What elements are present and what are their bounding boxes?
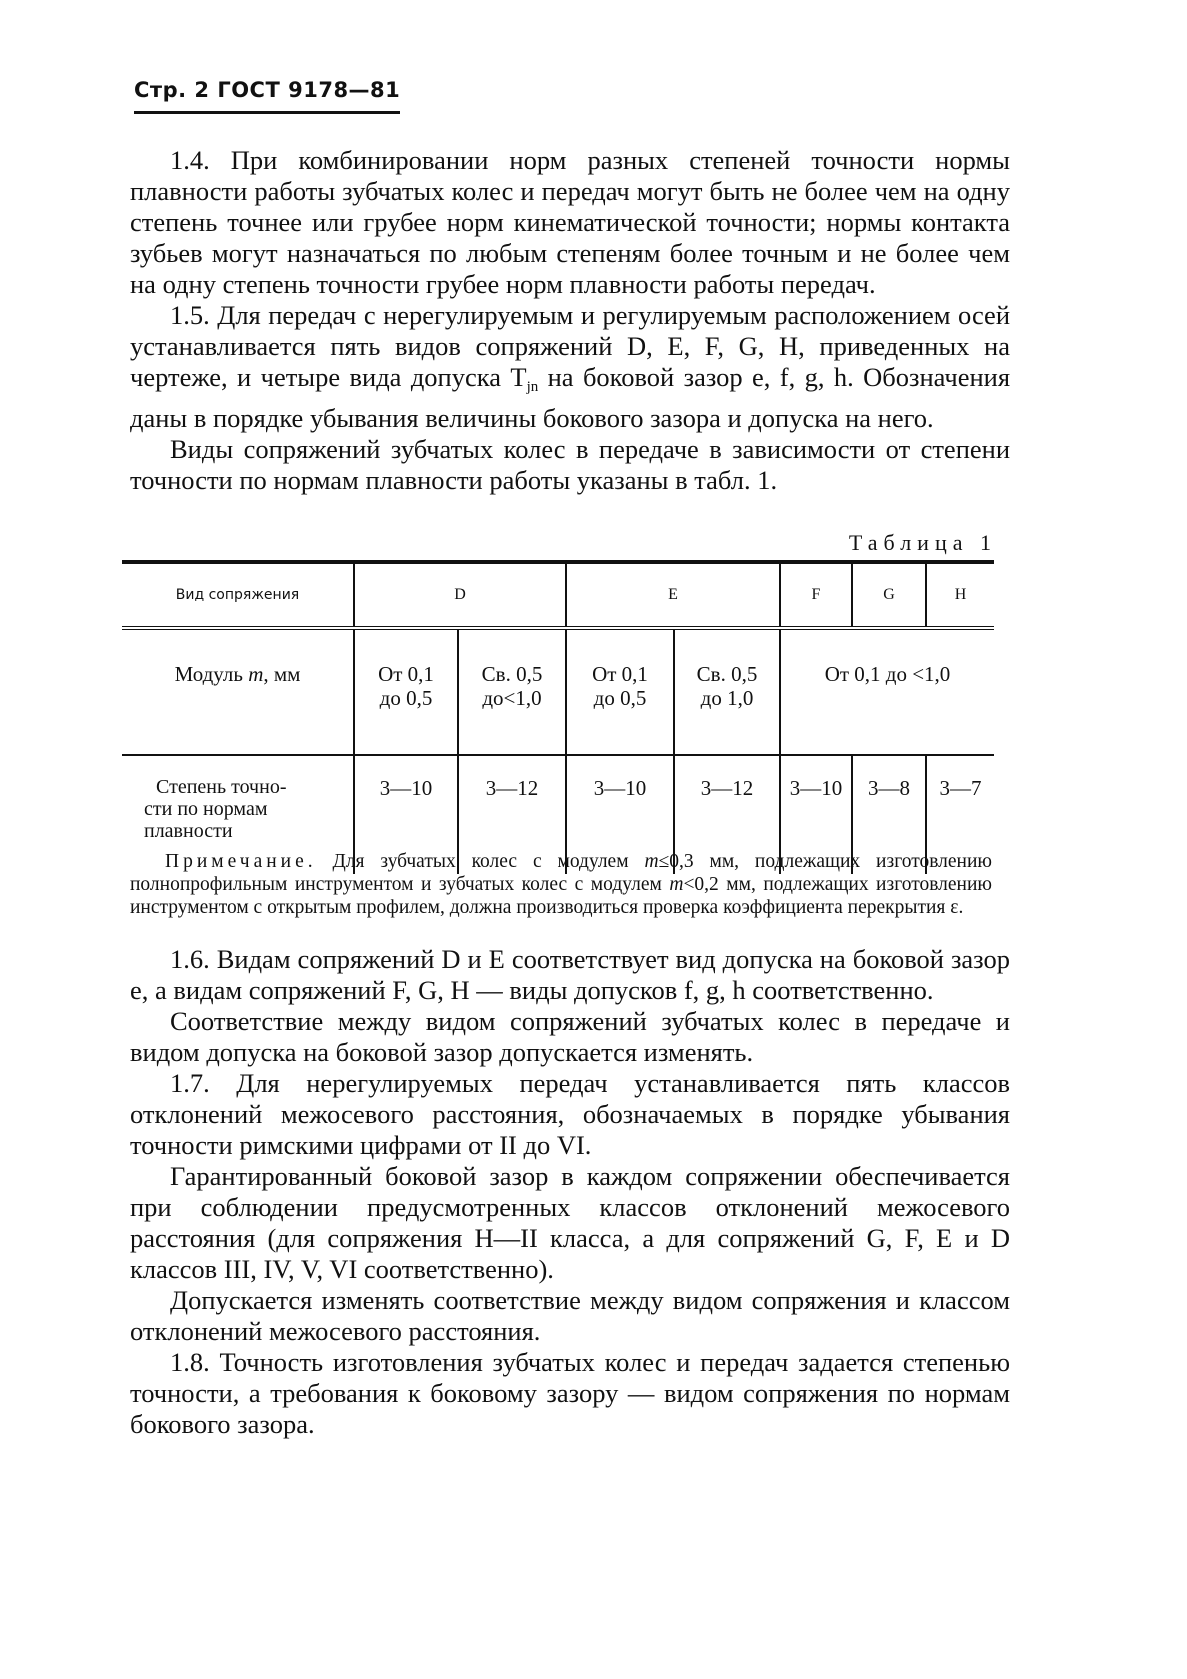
note-text: Для зубчатых колес с модулем [316,851,645,872]
cell-line: до 1,0 [700,686,754,710]
table-cell: 3—7 [926,755,994,874]
table-header-row [122,562,994,628]
note-text: <0,2 мм, подлежащих изготовлению инструментом с открытым профилем, должна производиться проверка коэффициента перекрытия ε. [130,874,992,918]
header-col-d: D [354,562,566,628]
table-cell [674,628,780,755]
note-text: ≤0,3 мм, подлежащих изготовлению полнопрофильным инструментом и зубчатых колес с модулем [130,851,992,895]
header-col-f: F [780,562,852,628]
paragraph-1-5 [130,300,1010,434]
standard-id: ГОСТ 9178—81 [217,78,401,102]
header-col-e: E [566,562,780,628]
text-block-bottom [130,944,1010,1440]
table-cell [354,628,458,755]
label-line: Степень точно- [156,776,287,798]
table-cell [458,628,566,755]
table-cell: 3—10 [566,755,674,874]
cell-line: Св. 0,5 [481,662,543,686]
table-caption: Таблица 1 [848,530,997,555]
table-cell [780,628,994,755]
cell-line: до 0,5 [379,686,433,710]
cell-line: до 0,5 [593,686,647,710]
table-cell: 3—10 [354,755,458,874]
table-cell: 3—8 [852,755,926,874]
table-row-module [122,628,994,755]
table-cell: 3—12 [458,755,566,874]
page-header [134,78,400,102]
label-line: плавности [144,820,233,842]
label-line: сти по нормам [144,798,268,820]
note-paragraph [130,850,992,919]
paragraph-correspondence: Соответствие между видом сопряжений зубчатых колес в передаче и видом допуска на боковой зазор допускается изменять. [130,1006,1010,1067]
module-symbol: m [644,851,659,872]
paragraph-1-6: 1.6. Видам сопряжений D и E соответствует вид допуска на боковой зазор e, а видам сопряжений F, G, H — виды допусков f, g, h соответственно. [130,944,1010,1005]
cell-line: От 0,1 до <1,0 [824,662,951,686]
paragraph-allowed: Допускается изменять соответствие между видом сопряжения и классом отклонений межосевого расстояния. [130,1285,1010,1346]
cell-line: до<1,0 [482,686,542,710]
header-rule [134,111,400,114]
paragraph-views: Виды сопряжений зубчатых колес в передаче в зависимости от степени точности по нормам плавности работы указаны в табл. 1. [130,434,1010,495]
module-symbol: m [669,874,684,895]
module-label-text: Модуль [174,662,249,686]
note-label: Примечание. [165,851,317,872]
table-note [130,850,992,919]
table-cell: 3—10 [780,755,852,874]
cell-line: От 0,1 [378,662,434,686]
page-number: Стр. 2 [134,78,210,102]
paragraph-guaranteed: Гарантированный боковой зазор в каждом сопряжении обеспечивается при соблюдении предусмотренных классов отклонений межосевого расстояния (для сопряжения H—II класса, а для сопряжений G, F, E и D классов III, IV, V, VI соответственно). [130,1161,1010,1284]
paragraph-1-4: 1.4. При комбинировании норм разных степеней точности нормы плавности работы зубчатых колес и передач могут быть не более чем на одну степень точнее или грубее норм кинематической точности; нормы контакта зубьев могут назначаться по любым степеням более точным и не более чем на одну степень точности грубее норм плавности работы передач. [130,145,1010,299]
cell-line: Св. 0,5 [696,662,758,686]
paragraph-1-5-text-b: на боковой зазор e, f, g, h. Обозначения даны в порядке убывания величины бокового зазора и допуска на него. [130,362,1011,433]
cell-line: От 0,1 [592,662,648,686]
text-block-top [130,145,1010,496]
header-col-g: G [852,562,926,628]
paragraph-1-5-text-a: 1.5. Для передач с нерегулируемым и регулируемым расположением осей устанавливается пять видов сопряжений D, E, F, G, H, приведенных на чертеже, и четыре вида допуска T [130,300,1010,392]
module-symbol: m [248,662,264,686]
table-1 [122,560,994,874]
header-col-h: H [926,562,994,628]
module-unit: , мм [263,662,301,686]
row-label-module [122,628,354,755]
paragraph-1-7: 1.7. Для нерегулируемых передач устанавливается пять классов отклонений межосевого расстояния, обозначаемых в порядке убывания точности римскими цифрами от II до VI. [130,1068,1010,1160]
table-cell: 3—12 [674,755,780,874]
subscript-jn: jn [526,379,539,395]
table-cell [566,628,674,755]
paragraph-1-8: 1.8. Точность изготовления зубчатых колес и передач задается степенью точности, а требования к боковому зазору — видом сопряжения по нормам бокового зазора. [130,1347,1010,1439]
header-label: Вид сопряжения [175,587,300,603]
